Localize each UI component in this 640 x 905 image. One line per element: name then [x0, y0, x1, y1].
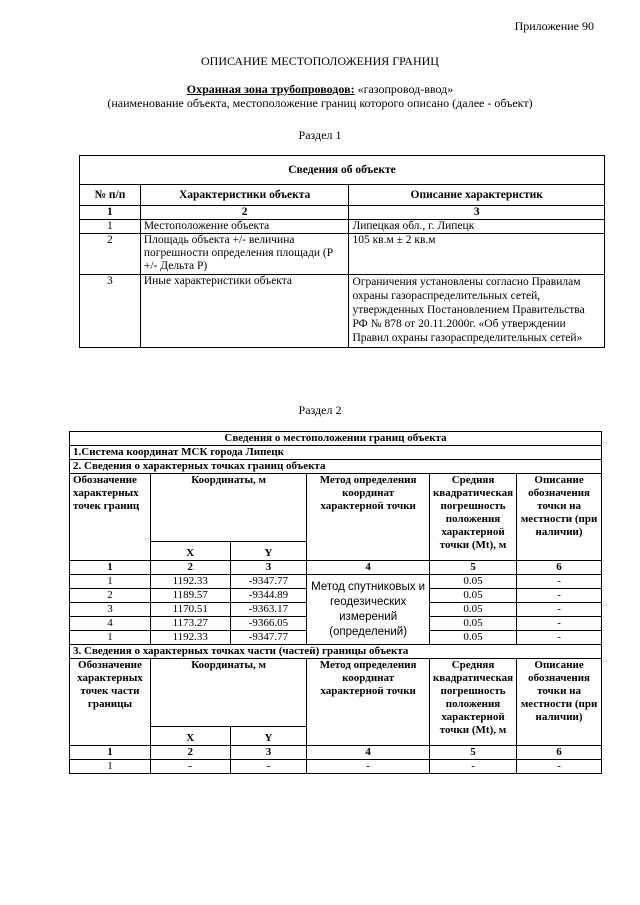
point-y: -9366.05 [230, 617, 307, 631]
point-y: -9363.17 [230, 603, 307, 617]
point-description: - [517, 617, 602, 631]
col-index: 6 [517, 746, 602, 760]
point-number: 1 [70, 760, 151, 774]
zone-label: Охранная зона трубопроводов: [186, 82, 355, 96]
col-index: 3 [349, 206, 605, 220]
point-mt: 0.05 [429, 589, 516, 603]
row-characteristic: Местоположение объекта [140, 220, 349, 234]
col-header-coordinates: Координаты, м [150, 474, 306, 542]
col-index: 2 [140, 206, 349, 220]
row-description: 105 кв.м ± 2 кв.м [349, 234, 605, 275]
point-x: 1189.57 [150, 589, 230, 603]
table-row [80, 220, 605, 234]
col-header-x: X [150, 727, 230, 746]
col-header-point: Обозначение характерных точек части границы [70, 659, 151, 746]
col-index: 2 [150, 561, 230, 575]
col-index: 4 [307, 561, 430, 575]
col-index: 6 [517, 561, 602, 575]
method-value: Метод спутниковых и геодезических измерений (определений) [307, 575, 430, 645]
table-row [80, 234, 605, 275]
section-2-heading: Раздел 2 [298, 403, 342, 417]
point-method: - [307, 760, 430, 774]
point-y: - [230, 760, 307, 774]
part-section-title: 3. Сведения о характерных точках части (частей) границы объекта [70, 645, 602, 659]
object-name-line [0, 82, 640, 97]
col-header-method: Метод определения координат характерной точки [307, 474, 430, 561]
row-characteristic: Площадь объекта +/- величина погрешности определения площади (Р +/- Дельта Р) [140, 234, 349, 275]
section-1-heading: Раздел 1 [298, 128, 342, 142]
point-x: 1170.51 [150, 603, 230, 617]
point-description: - [517, 603, 602, 617]
point-description: - [517, 631, 602, 645]
table-row [80, 275, 605, 348]
appendix-number: Приложение 90 [514, 19, 594, 33]
col-index: 5 [429, 746, 516, 760]
coordinate-system: 1.Система координат МСК города Липецк [70, 446, 602, 460]
point-mt: - [429, 760, 516, 774]
object-subtitle: (наименование объекта, местоположение границ которого описано (далее - объект) [107, 96, 533, 110]
col-header-description: Описание обозначения точки на местности (при наличии) [517, 474, 602, 561]
table-row [70, 575, 602, 589]
zone-value: «газопровод-ввод» [354, 82, 454, 96]
point-description: - [517, 589, 602, 603]
col-index: 2 [150, 746, 230, 760]
point-x: 1192.33 [150, 631, 230, 645]
col-header-description: Описание характеристик [349, 185, 605, 206]
col-index: 4 [307, 746, 430, 760]
col-index: 5 [429, 561, 516, 575]
row-description: Ограничения установлены согласно Правилам охраны газораспределительных сетей, утвержденных Постановлением Правительства РФ № 878 от 20.11.2000г. «Об утверждении Правил охраны газораспределительных сетей» [349, 275, 605, 348]
points-section-title: 2. Сведения о характерных точках границ объекта [70, 460, 602, 474]
col-header-characteristic: Характеристики объекта [140, 185, 349, 206]
col-index: 1 [70, 746, 151, 760]
object-info-table [79, 155, 605, 348]
point-x: 1173.27 [150, 617, 230, 631]
col-header-mt: Средняя квадратическая погрешность положения характерной точки (Mt), м [429, 474, 516, 561]
point-mt: 0.05 [429, 617, 516, 631]
col-header-y: Y [230, 542, 307, 561]
col-index: 1 [70, 561, 151, 575]
point-number: 3 [70, 603, 151, 617]
boundary-table [69, 431, 602, 774]
col-header-coordinates: Координаты, м [150, 659, 306, 727]
table-row [70, 760, 602, 774]
row-number: 1 [80, 220, 141, 234]
document-title: ОПИСАНИЕ МЕСТОПОЛОЖЕНИЯ ГРАНИЦ [201, 54, 439, 68]
col-index: 3 [230, 746, 307, 760]
point-number: 4 [70, 617, 151, 631]
row-description: Липецкая обл., г. Липецк [349, 220, 605, 234]
col-index: 3 [230, 561, 307, 575]
table-title: Сведения об объекте [80, 156, 605, 185]
point-number: 1 [70, 575, 151, 589]
col-header-point: Обозначение характерных точек границ [70, 474, 151, 561]
point-x: - [150, 760, 230, 774]
point-y: -9347.77 [230, 575, 307, 589]
point-mt: 0.05 [429, 575, 516, 589]
point-description: - [517, 760, 602, 774]
point-mt: 0.05 [429, 603, 516, 617]
col-header-description: Описание обозначения точки на местности (при наличии) [517, 659, 602, 746]
col-header-x: X [150, 542, 230, 561]
row-number: 2 [80, 234, 141, 275]
point-y: -9344.89 [230, 589, 307, 603]
col-header-no: № п/п [80, 185, 141, 206]
point-y: -9347.77 [230, 631, 307, 645]
point-number: 1 [70, 631, 151, 645]
col-header-method: Метод определения координат характерной точки [307, 659, 430, 746]
row-characteristic: Иные характеристики объекта [140, 275, 349, 348]
point-description: - [517, 575, 602, 589]
row-number: 3 [80, 275, 141, 348]
table-title: Сведения о местоположении границ объекта [70, 432, 602, 446]
point-number: 2 [70, 589, 151, 603]
point-x: 1192.33 [150, 575, 230, 589]
col-header-y: Y [230, 727, 307, 746]
col-header-mt: Средняя квадратическая погрешность положения характерной точки (Mt), м [429, 659, 516, 746]
point-mt: 0.05 [429, 631, 516, 645]
col-index: 1 [80, 206, 141, 220]
